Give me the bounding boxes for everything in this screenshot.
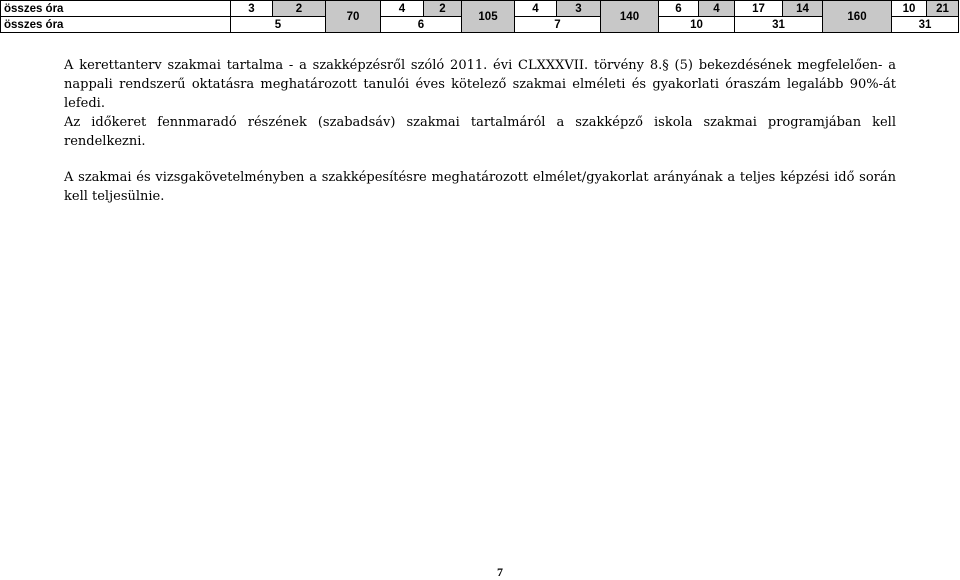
table-cell: 31 bbox=[892, 17, 959, 33]
table-cell: 14 bbox=[783, 1, 823, 17]
table-cell: 160 bbox=[823, 1, 892, 33]
table-cell: 4 bbox=[699, 1, 735, 17]
table-cell: 21 bbox=[927, 1, 959, 17]
table-cell: 17 bbox=[735, 1, 783, 17]
table-cell: 6 bbox=[659, 1, 699, 17]
table-cell: 4 bbox=[381, 1, 424, 17]
table-cell: 10 bbox=[659, 17, 735, 33]
table-cell: 3 bbox=[231, 1, 273, 17]
document-body bbox=[64, 56, 896, 206]
table-cell: 70 bbox=[326, 1, 381, 33]
table-cell: 105 bbox=[462, 1, 515, 33]
hours-table bbox=[0, 0, 959, 33]
table-row bbox=[1, 1, 959, 17]
table-cell: 4 bbox=[515, 1, 557, 17]
table-cell: 2 bbox=[273, 1, 326, 17]
table-cell: 5 bbox=[231, 17, 326, 33]
paragraph-free-time: Az időkeret fennmaradó részének (szabadsáv) szakmai tartalmáról a szakképző iskola szakmai programjában kell rendelkezni. bbox=[64, 115, 896, 149]
row-label: összes óra bbox=[1, 17, 231, 33]
table-cell: 31 bbox=[735, 17, 823, 33]
paragraph-ratio: A szakmai és vizsgakövetelményben a szakképesítésre meghatározott elmélet/gyakorlat arányának a teljes képzési idő során kell teljesülnie. bbox=[64, 170, 896, 204]
table-cell: 7 bbox=[515, 17, 601, 33]
paragraph-coverage: A kerettanterv szakmai tartalma - a szakképzésről szóló 2011. évi CLXXXVII. törvény 8.§ (5) bekezdésének megfelelően- a nappali rendszerű oktatásra meghatározott tanulói éves kötelező szakmai elméleti és gyakorlati óraszám legalább 90%-át lefedi. bbox=[64, 58, 896, 111]
table-cell: 3 bbox=[557, 1, 601, 17]
table-cell: 2 bbox=[424, 1, 462, 17]
page-number: 7 bbox=[497, 565, 503, 579]
table-cell: 10 bbox=[892, 1, 927, 17]
table-cell: 140 bbox=[601, 1, 659, 33]
row-label: összes óra bbox=[1, 1, 231, 17]
table-cell: 6 bbox=[381, 17, 462, 33]
